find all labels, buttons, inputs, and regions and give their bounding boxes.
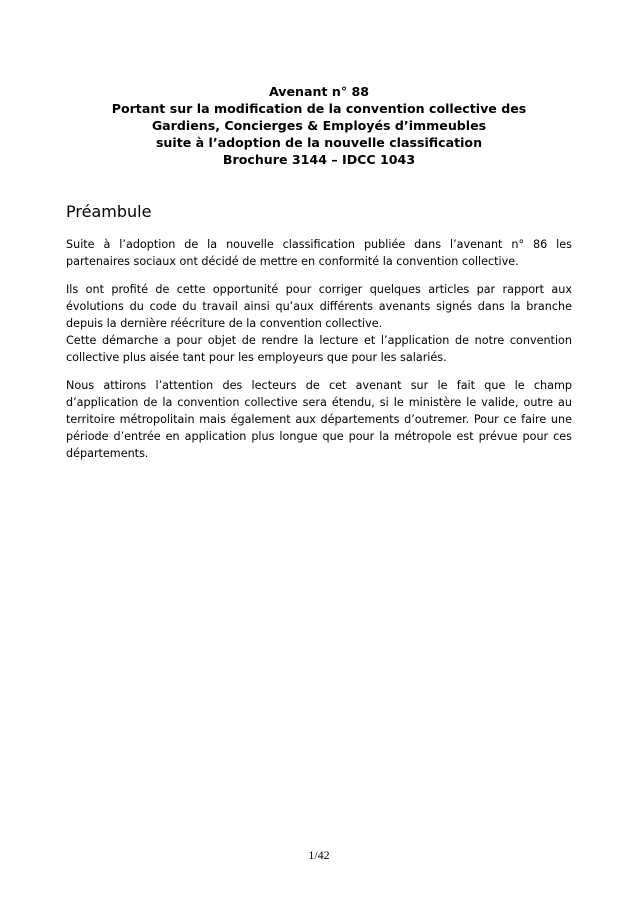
title-line-avenant: Avenant n° 88 [268,84,370,99]
paragraph-2-part-a: Ils ont profité de cette opportunité pour corriger quelques articles par rapport aux évolutions du code du travail ainsi qu’aux différents avenants signés dans la branche depuis la dernière réécriture de la convention collective. [66,283,572,330]
page-number: 1/42 [308,848,330,862]
section-heading-preambule: Préambule [66,202,152,221]
title-line-brochure: Brochure 3144 – IDCC 1043 [222,152,416,167]
preambule-body [66,236,572,473]
paragraph-1: Suite à l’adoption de la nouvelle classification publiée dans l’avenant n° 86 les partenaires sociaux ont décidé de mettre en conformité la convention collective. [66,238,572,268]
paragraph-3: Nous attirons l’attention des lecteurs de cet avenant sur le fait que le champ d’application de la convention collective sera étendu, si le ministère le valide, outre au territoire métropolitain mais également aux départements d’outremer. Pour ce faire une période d’entrée en application plus longue que pour la métropole est prévue pour ces départements. [66,379,572,460]
paragraph-2-continued: Cette démarche a pour objet de rendre la lecture et l’application de notre convention collective plus aisée tant pour les employeurs que pour les salariés. [66,334,572,364]
title-line-reason: suite à l’adoption de la nouvelle classification [155,135,483,150]
document-title-block [66,83,572,168]
title-line-subject: Portant sur la modification de la convention collective des [111,101,527,116]
paragraph-2 [66,281,572,332]
title-line-parties: Gardiens, Concierges & Employés d’immeubles [151,118,487,133]
